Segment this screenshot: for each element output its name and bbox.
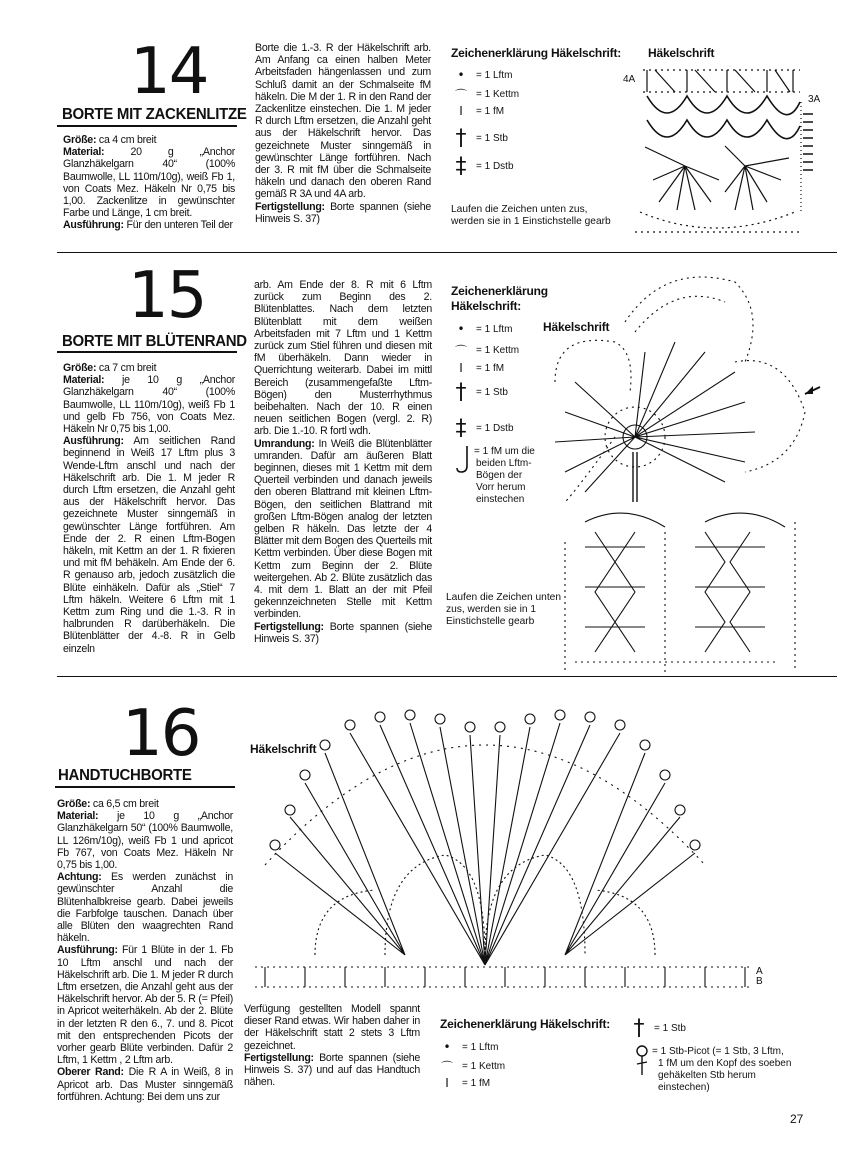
section-16-crochet-chart — [245, 705, 765, 1000]
paragraph-label: Fertigstellung: — [255, 200, 325, 213]
paragraph-text: Borte die 1.-3. R der Häkelschrift arb. Am Anfang ca einen halben Meter Arbeitsfaden hängenlassen und zum Schluß damit an der Schmalseite fM häkeln. Die M der 1. R in den Rand der Zackenlitze einstechen. Die 1. M jeder R durch Lftm ersetzen, die Anzahl geht aus der Häkelschrift hervor. Das gezeichnete Muster sinngemäß in gewünschter Länge fortführen. Nach der 3. R mit fM über die Schmalseite häkeln und danach den oberen Rand gemäß R 3A und 4A arb. — [255, 42, 431, 201]
paragraph — [57, 1066, 233, 1102]
legend-fm: I = 1 fM — [452, 361, 504, 375]
label-4a: 4A — [623, 74, 636, 85]
paragraph — [57, 798, 159, 810]
legend-lftm: • = 1 Lftm — [438, 1040, 498, 1054]
paragraph-text: ca 4 cm breit — [96, 134, 157, 146]
paragraph — [63, 219, 233, 231]
legend-special-text: = 1 fM um die beiden Lftm- Bögen der Vorr herum einstechen — [474, 446, 535, 505]
chain-stitch-icon: • — [443, 1040, 451, 1054]
paragraph — [63, 374, 235, 435]
chain-stitch-icon: • — [457, 322, 465, 336]
section-14-number: 14 — [130, 35, 208, 109]
slip-stitch-icon: ⌒ — [454, 88, 467, 102]
legend-kettm: ⌒ = 1 Kettm — [452, 86, 519, 103]
section-15-title: BORTE MIT BLÜTENRAND — [62, 332, 247, 351]
legend-dstb: ‡ = 1 Dstb — [452, 416, 514, 441]
legend-fm: I = 1 fM — [452, 104, 504, 118]
paragraph-label: Oberer Rand: — [57, 1066, 124, 1079]
divider-15-16 — [57, 676, 837, 677]
paragraph-label: Material: — [63, 374, 105, 387]
paragraph-text: Borte spannen (siehe Hinweis S. 37) und auf das Handtuch nähen. — [244, 1051, 420, 1089]
paragraph-text: arb. Am Ende der 8. R mit 6 Lftm zurück zum Beginn des 2. Blütenblattes. Nach dem letzten Blütenblatt mit dem weißen Arbeitsfaden mit 7 Lftm und 1 Kettm zurück zum Stiel führen und diesen mit fM überhäkeln. Dann wieder in Querrichtung weiterarb. Dabei im mittl Bereich (zusammengefaßte Lftm-Bögen) den Musterrhythmus beibehalten. Nach der 10. R einen neuen seitlichen Bogen (vergl. 2. R) arb. Die 1.-10. R fortl wdh. — [254, 279, 432, 438]
paragraph-text: Es werden zunächst in gewünschter Anzahl die Blütenhalbkreise gearb. Dabei jeweils die Farbfolge tauschen. Danach über alle Blüten den waagrechten Rand häkeln. — [57, 871, 233, 945]
label-3a: 3A — [808, 94, 821, 105]
section-16-title-rule — [55, 786, 235, 788]
picot-stitch-icon — [634, 1044, 650, 1076]
paragraph-text: ca 6,5 cm breit — [90, 798, 159, 810]
paragraph — [255, 42, 431, 200]
hook-stitch-icon — [455, 444, 471, 474]
paragraph-label: Material: — [57, 810, 99, 823]
paragraph — [254, 438, 432, 621]
paragraph — [63, 146, 235, 219]
legend-stb: † = 1 Stb — [630, 1016, 686, 1041]
double-crochet-icon: † — [455, 380, 467, 405]
paragraph — [254, 621, 432, 645]
legend-stb: † = 1 Stb — [452, 126, 508, 151]
paragraph-text: Borte spannen (siehe Hinweis S. 37) — [254, 620, 432, 645]
paragraph-label: Ausführung: — [63, 219, 124, 232]
treble-crochet-icon: ‡ — [455, 416, 467, 441]
paragraph — [57, 871, 233, 944]
paragraph-text: Die R A in Weiß, 8 in Apricot arb. Das Muster sinngemäß fortführen. Achtung: Bei dem uns zur — [57, 1066, 233, 1103]
section-14-text-col1 — [63, 134, 235, 232]
section-15-legend-title-1: Zeichenerklärung — [451, 284, 548, 298]
paragraph-label: Größe: — [57, 798, 91, 810]
paragraph — [244, 1052, 420, 1088]
section-16-title: HANDTUCHBORTE — [58, 766, 192, 785]
section-16-text-col2 — [244, 1003, 420, 1088]
section-16-number: 16 — [122, 697, 200, 771]
legend-lftm: • = 1 Lftm — [452, 322, 512, 336]
paragraph — [63, 362, 156, 374]
single-crochet-icon: I — [459, 104, 463, 118]
double-crochet-icon: † — [633, 1016, 645, 1041]
section-14-chart-title: Häkelschrift — [648, 46, 715, 60]
double-crochet-icon: † — [455, 126, 467, 151]
paragraph-label: Fertigstellung: — [244, 1051, 314, 1064]
section-15-text-col2 — [254, 279, 432, 645]
paragraph-text: Am seitlichen Rand beginnend in Weiß 17 Lftm plus 3 Wende-Lftm anschl und nach der Häkelschrift arb. Die 1. M jeder R durch Lftm ersetzen, die Anzahl geht aus der Häkelschrift hervor. Das gezeichnete Muster sinngemäß in gewünschter Länge fortführen. Am Ende der 2. R einen Lftm-Bogen häkeln, mit Kettm an der 1. R fixieren und mit fM behäkeln. Am Ende der 6. R genauso arb, jedoch zusätzlich die Blüte einhäkeln. Dafür als „Stiel“ 7 Lftm häkeln. Weitere 6 Lftm mit 1 Kettm zum Ring und die 1.-3. R in halbrunden R darüberhäkeln. Die Blütenblätter der 4.-8. R in Gelb einzeln — [63, 435, 235, 655]
paragraph — [244, 1003, 420, 1052]
section-16-legend-title: Zeichenerklärung Häkelschrift: — [440, 1017, 611, 1031]
paragraph-label: Material: — [63, 146, 105, 159]
paragraph-text: je 10 g „Anchor Glanzhäkelgarn 40“ (100% Baumwolle, LL 110m/10g), weiß Fb 1 und gelb Fb 756, von Coats Mez. Häkeln Nr 0,75 bis 1,00. — [63, 374, 235, 436]
paragraph-text: ca 7 cm breit — [96, 362, 157, 374]
section-14-title: BORTE MIT ZACKENLITZE — [62, 105, 247, 124]
page-number: 27 — [790, 1112, 804, 1126]
legend-picot-text: = 1 Stb-Picot (= 1 Stb, 3 Lftm, 1 fM um den Kopf des soeben gehäkelten Stb herum einstechen) — [652, 1046, 792, 1093]
section-15-note: Laufen die Zeichen unten zus, werden sie in 1 Einstichstelle gearb — [446, 592, 561, 627]
paragraph-text: Für 1 Blüte in der 1. Fb 10 Lftm anschl und nach der Häkelschrift arb. Die 1. M jeder R durch Lftm ersetzen, die Anzahl geht aus der Häkelschrift hervor. Ab der 5. R (= Pfeil) in Apricot weiterhäkeln. Ab der 2. Blüte in der letzten R den 6., 7. und 8. Picot mit den entsprechenden Picots der vorher gearb Blüte verbinden. Dafür 2 Lftm, 1 Kettm , 2 Lftm arb. — [57, 944, 233, 1067]
paragraph-text: In Weiß die Blütenblätter umranden. Dafür am äußeren Blatt beginnen, dieses mit 1 Kettm mit dem Querteil verbinden und danach jeweils den oberen Blattrand mit kleinen Lftm-Bögen, den seitlichen Blattrand mit großen Lftm-Bögen analog der letzten gelben R häkeln. Das letzte der 4 Blätter mit dem Bogen des Querteils mit Kettm verbinden. Über diese Bogen mit Kettm zum Beginn der 2. Blüte weitergehen. Ab 2. Blüte zusätzlich das 4. mit dem 1. Blatt an der mit Pfeil gekennzeichneten Stelle mit Kettm verbinden. — [254, 437, 432, 621]
section-15-legend-title-2: Häkelschrift: — [451, 299, 522, 313]
chain-stitch-icon: • — [457, 68, 465, 82]
single-crochet-icon: I — [459, 361, 463, 375]
paragraph — [63, 134, 156, 146]
paragraph-text: 20 g „Anchor Glanzhäkelgarn 40“ (100% Baumwolle, LL 110m/10g), weiß Fb 1, von Coats Mez. Häkeln Nr 0,75 bis 1,00. Zackenlitze in gewünschter Farbe und Länge, 1 cm breit. — [63, 146, 235, 220]
section-14-note: Laufen die Zeichen unten zus, werden sie in 1 Einstichstelle gearb — [451, 204, 611, 227]
legend-kettm: ⌒ = 1 Kettm — [438, 1058, 505, 1075]
paragraph-label: Ausführung: — [57, 944, 118, 957]
paragraph — [254, 279, 432, 437]
legend-stb: † = 1 Stb — [452, 380, 508, 405]
slip-stitch-icon: ⌒ — [454, 344, 467, 358]
section-16-text-col1 — [57, 798, 233, 1103]
section-15-chart-title: Häkelschrift — [543, 320, 610, 334]
section-14-title-rule — [57, 125, 237, 127]
section-16-chart-title: Häkelschrift — [250, 742, 317, 756]
paragraph-label: Größe: — [63, 362, 97, 374]
section-15-text-col1 — [63, 362, 235, 655]
section-15-crochet-chart — [535, 262, 825, 682]
divider-14-15 — [57, 252, 837, 253]
paragraph — [57, 944, 233, 1066]
paragraph-text: je 10 g „Anchor Glanzhäkelgarn 50“ (100% Baumwolle, LL 126m/10g), weiß Fb 1 und apricot Fb 767, von Coats Mez. Häkeln Nr 0,75 bis 1,00. — [57, 810, 233, 872]
paragraph-label: Umrandung: — [254, 437, 315, 450]
legend-dstb: ‡ = 1 Dstb — [452, 154, 514, 179]
paragraph-label: Achtung: — [57, 871, 102, 884]
legend-lftm: • = 1 Lftm — [452, 68, 512, 82]
treble-crochet-icon: ‡ — [455, 154, 467, 179]
legend-kettm: ⌒ = 1 Kettm — [452, 342, 519, 359]
legend-fm: I = 1 fM — [438, 1076, 490, 1090]
section-14-legend-title: Zeichenerklärung Häkelschrift: — [451, 46, 622, 60]
paragraph — [255, 201, 431, 225]
section-15-number: 15 — [128, 259, 206, 333]
label-a: A — [756, 966, 763, 977]
paragraph-text: Verfügung gestellten Modell spannt dieser Rand etwas. Wir haben daher in der Häkelschrift statt 2 stets 3 Lftm gezeichnet. — [244, 1003, 420, 1052]
paragraph — [57, 810, 233, 871]
label-b: B — [756, 976, 763, 987]
section-14-text-col2 — [255, 42, 431, 225]
slip-stitch-icon: ⌒ — [440, 1060, 453, 1074]
section-15-title-rule — [57, 351, 237, 353]
paragraph-text: Für den unteren Teil der — [123, 219, 233, 232]
paragraph-label: Größe: — [63, 134, 97, 146]
single-crochet-icon: I — [445, 1076, 449, 1090]
paragraph-text: Borte spannen (siehe Hinweis S. 37) — [255, 200, 431, 225]
paragraph-label: Fertigstellung: — [254, 620, 324, 633]
section-14-crochet-chart — [625, 62, 815, 242]
paragraph-label: Ausführung: — [63, 435, 124, 448]
paragraph — [63, 435, 235, 654]
